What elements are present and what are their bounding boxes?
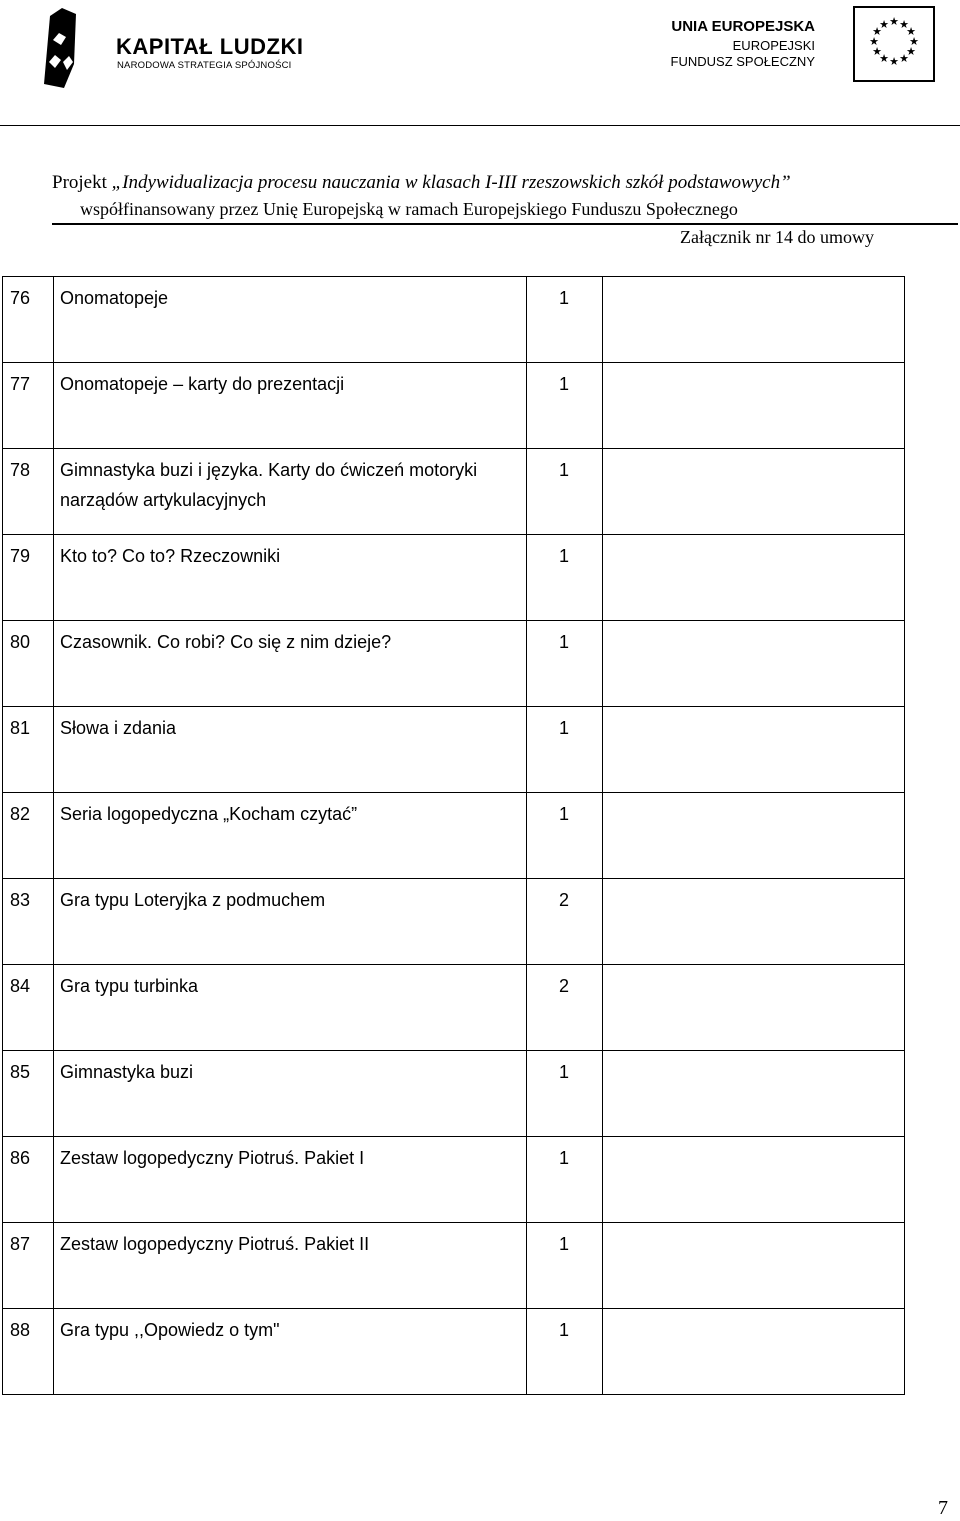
row-empty-cell: [603, 1051, 905, 1137]
table-row: [3, 707, 905, 793]
attachment-label: Załącznik nr 14 do umowy: [680, 227, 874, 247]
row-name: Słowa i zdania: [54, 707, 527, 793]
row-empty-cell: [603, 449, 905, 535]
kapital-ludzki-logo: [40, 4, 330, 94]
row-empty-cell: [603, 965, 905, 1051]
table-row: [3, 1051, 905, 1137]
row-empty-cell: [603, 707, 905, 793]
row-number: 77: [3, 363, 54, 449]
svg-text:★: ★: [899, 18, 909, 31]
row-empty-cell: [603, 1137, 905, 1223]
row-quantity: 1: [527, 1309, 603, 1395]
row-quantity: 1: [527, 707, 603, 793]
row-name: Gra typu ,,Opowiedz o tym": [54, 1309, 527, 1395]
row-empty-cell: [603, 277, 905, 363]
row-quantity: 1: [527, 363, 603, 449]
row-number: 86: [3, 1137, 54, 1223]
row-quantity: 1: [527, 1051, 603, 1137]
row-quantity: 1: [527, 449, 603, 535]
items-table: [2, 276, 905, 1395]
items-table-body: [3, 277, 905, 1395]
eu-logo-line-3: FUNDUSZ SPOŁECZNY: [670, 54, 815, 69]
row-name: Gra typu Loteryjka z podmuchem: [54, 879, 527, 965]
row-quantity: 1: [527, 535, 603, 621]
row-name: Onomatopeje – karty do prezentacji: [54, 363, 527, 449]
table-row: [3, 363, 905, 449]
row-number: 76: [3, 277, 54, 363]
row-number: 88: [3, 1309, 54, 1395]
kapital-ludzki-emblem-icon: [40, 4, 80, 92]
svg-text:★: ★: [879, 18, 889, 31]
row-name: Gimnastyka buzi: [54, 1051, 527, 1137]
table-row: [3, 449, 905, 535]
svg-text:★: ★: [889, 55, 899, 68]
row-number: 84: [3, 965, 54, 1051]
row-quantity: 1: [527, 1137, 603, 1223]
row-quantity: 2: [527, 879, 603, 965]
table-row: [3, 965, 905, 1051]
header-divider-top: [0, 125, 960, 126]
row-number: 85: [3, 1051, 54, 1137]
eu-stars-icon: [855, 8, 933, 80]
table-row: [3, 1137, 905, 1223]
svg-text:★: ★: [906, 25, 916, 38]
project-title: „Indywidualizacja procesu nauczania w klasach I-III rzeszowskich szkół podstawowych”: [111, 172, 791, 193]
row-name: Zestaw logopedyczny Piotruś. Pakiet II: [54, 1223, 527, 1309]
row-quantity: 1: [527, 277, 603, 363]
row-quantity: 1: [527, 621, 603, 707]
row-name: Gra typu turbinka: [54, 965, 527, 1051]
row-number: 80: [3, 621, 54, 707]
row-name: Onomatopeje: [54, 277, 527, 363]
row-empty-cell: [603, 363, 905, 449]
row-empty-cell: [603, 1309, 905, 1395]
table-row: [3, 535, 905, 621]
svg-text:★: ★: [899, 52, 909, 65]
table-row: [3, 1223, 905, 1309]
kapital-ludzki-title: KAPITAŁ LUDZKI: [116, 34, 304, 59]
svg-text:★: ★: [879, 52, 889, 65]
project-prefix: Projekt: [52, 172, 112, 193]
row-number: 83: [3, 879, 54, 965]
row-number: 79: [3, 535, 54, 621]
row-quantity: 1: [527, 1223, 603, 1309]
row-number: 78: [3, 449, 54, 535]
table-row: [3, 879, 905, 965]
eu-efs-logo: [655, 6, 940, 86]
eu-logo-line-1: UNIA EUROPEJSKA: [671, 18, 815, 35]
row-name: Seria logopedyczna „Kocham czytać”: [54, 793, 527, 879]
table-row: [3, 1309, 905, 1395]
table-row: [3, 277, 905, 363]
project-title-line: [52, 172, 791, 194]
row-name: Gimnastyka buzi i języka. Karty do ćwiczeń motoryki narządów artykulacyjnych: [54, 449, 527, 535]
row-empty-cell: [603, 879, 905, 965]
cofinancing-line: współfinansowany przez Unię Europejską w ramach Europejskiego Funduszu Społecznego: [80, 199, 738, 219]
row-empty-cell: [603, 535, 905, 621]
table-row: [3, 793, 905, 879]
row-quantity: 2: [527, 965, 603, 1051]
svg-text:★: ★: [906, 45, 916, 58]
row-name: Czasownik. Co robi? Co się z nim dzieje?: [54, 621, 527, 707]
table-row: [3, 621, 905, 707]
svg-text:★: ★: [869, 35, 879, 48]
eu-logo-line-2: EUROPEJSKI: [732, 38, 815, 53]
eu-flag-icon: [853, 6, 935, 82]
svg-text:★: ★: [872, 45, 882, 58]
svg-text:★: ★: [872, 25, 882, 38]
svg-text:★: ★: [909, 35, 919, 48]
kapital-ludzki-subtitle: NARODOWA STRATEGIA SPÓJNOŚCI: [117, 60, 292, 71]
row-empty-cell: [603, 1223, 905, 1309]
row-quantity: 1: [527, 793, 603, 879]
row-name: Kto to? Co to? Rzeczowniki: [54, 535, 527, 621]
row-number: 82: [3, 793, 54, 879]
header-divider-bottom: [52, 223, 958, 225]
page-number: 7: [938, 1497, 948, 1519]
row-empty-cell: [603, 793, 905, 879]
row-name: Zestaw logopedyczny Piotruś. Pakiet I: [54, 1137, 527, 1223]
row-number: 81: [3, 707, 54, 793]
row-number: 87: [3, 1223, 54, 1309]
svg-text:★: ★: [889, 15, 899, 28]
row-empty-cell: [603, 621, 905, 707]
